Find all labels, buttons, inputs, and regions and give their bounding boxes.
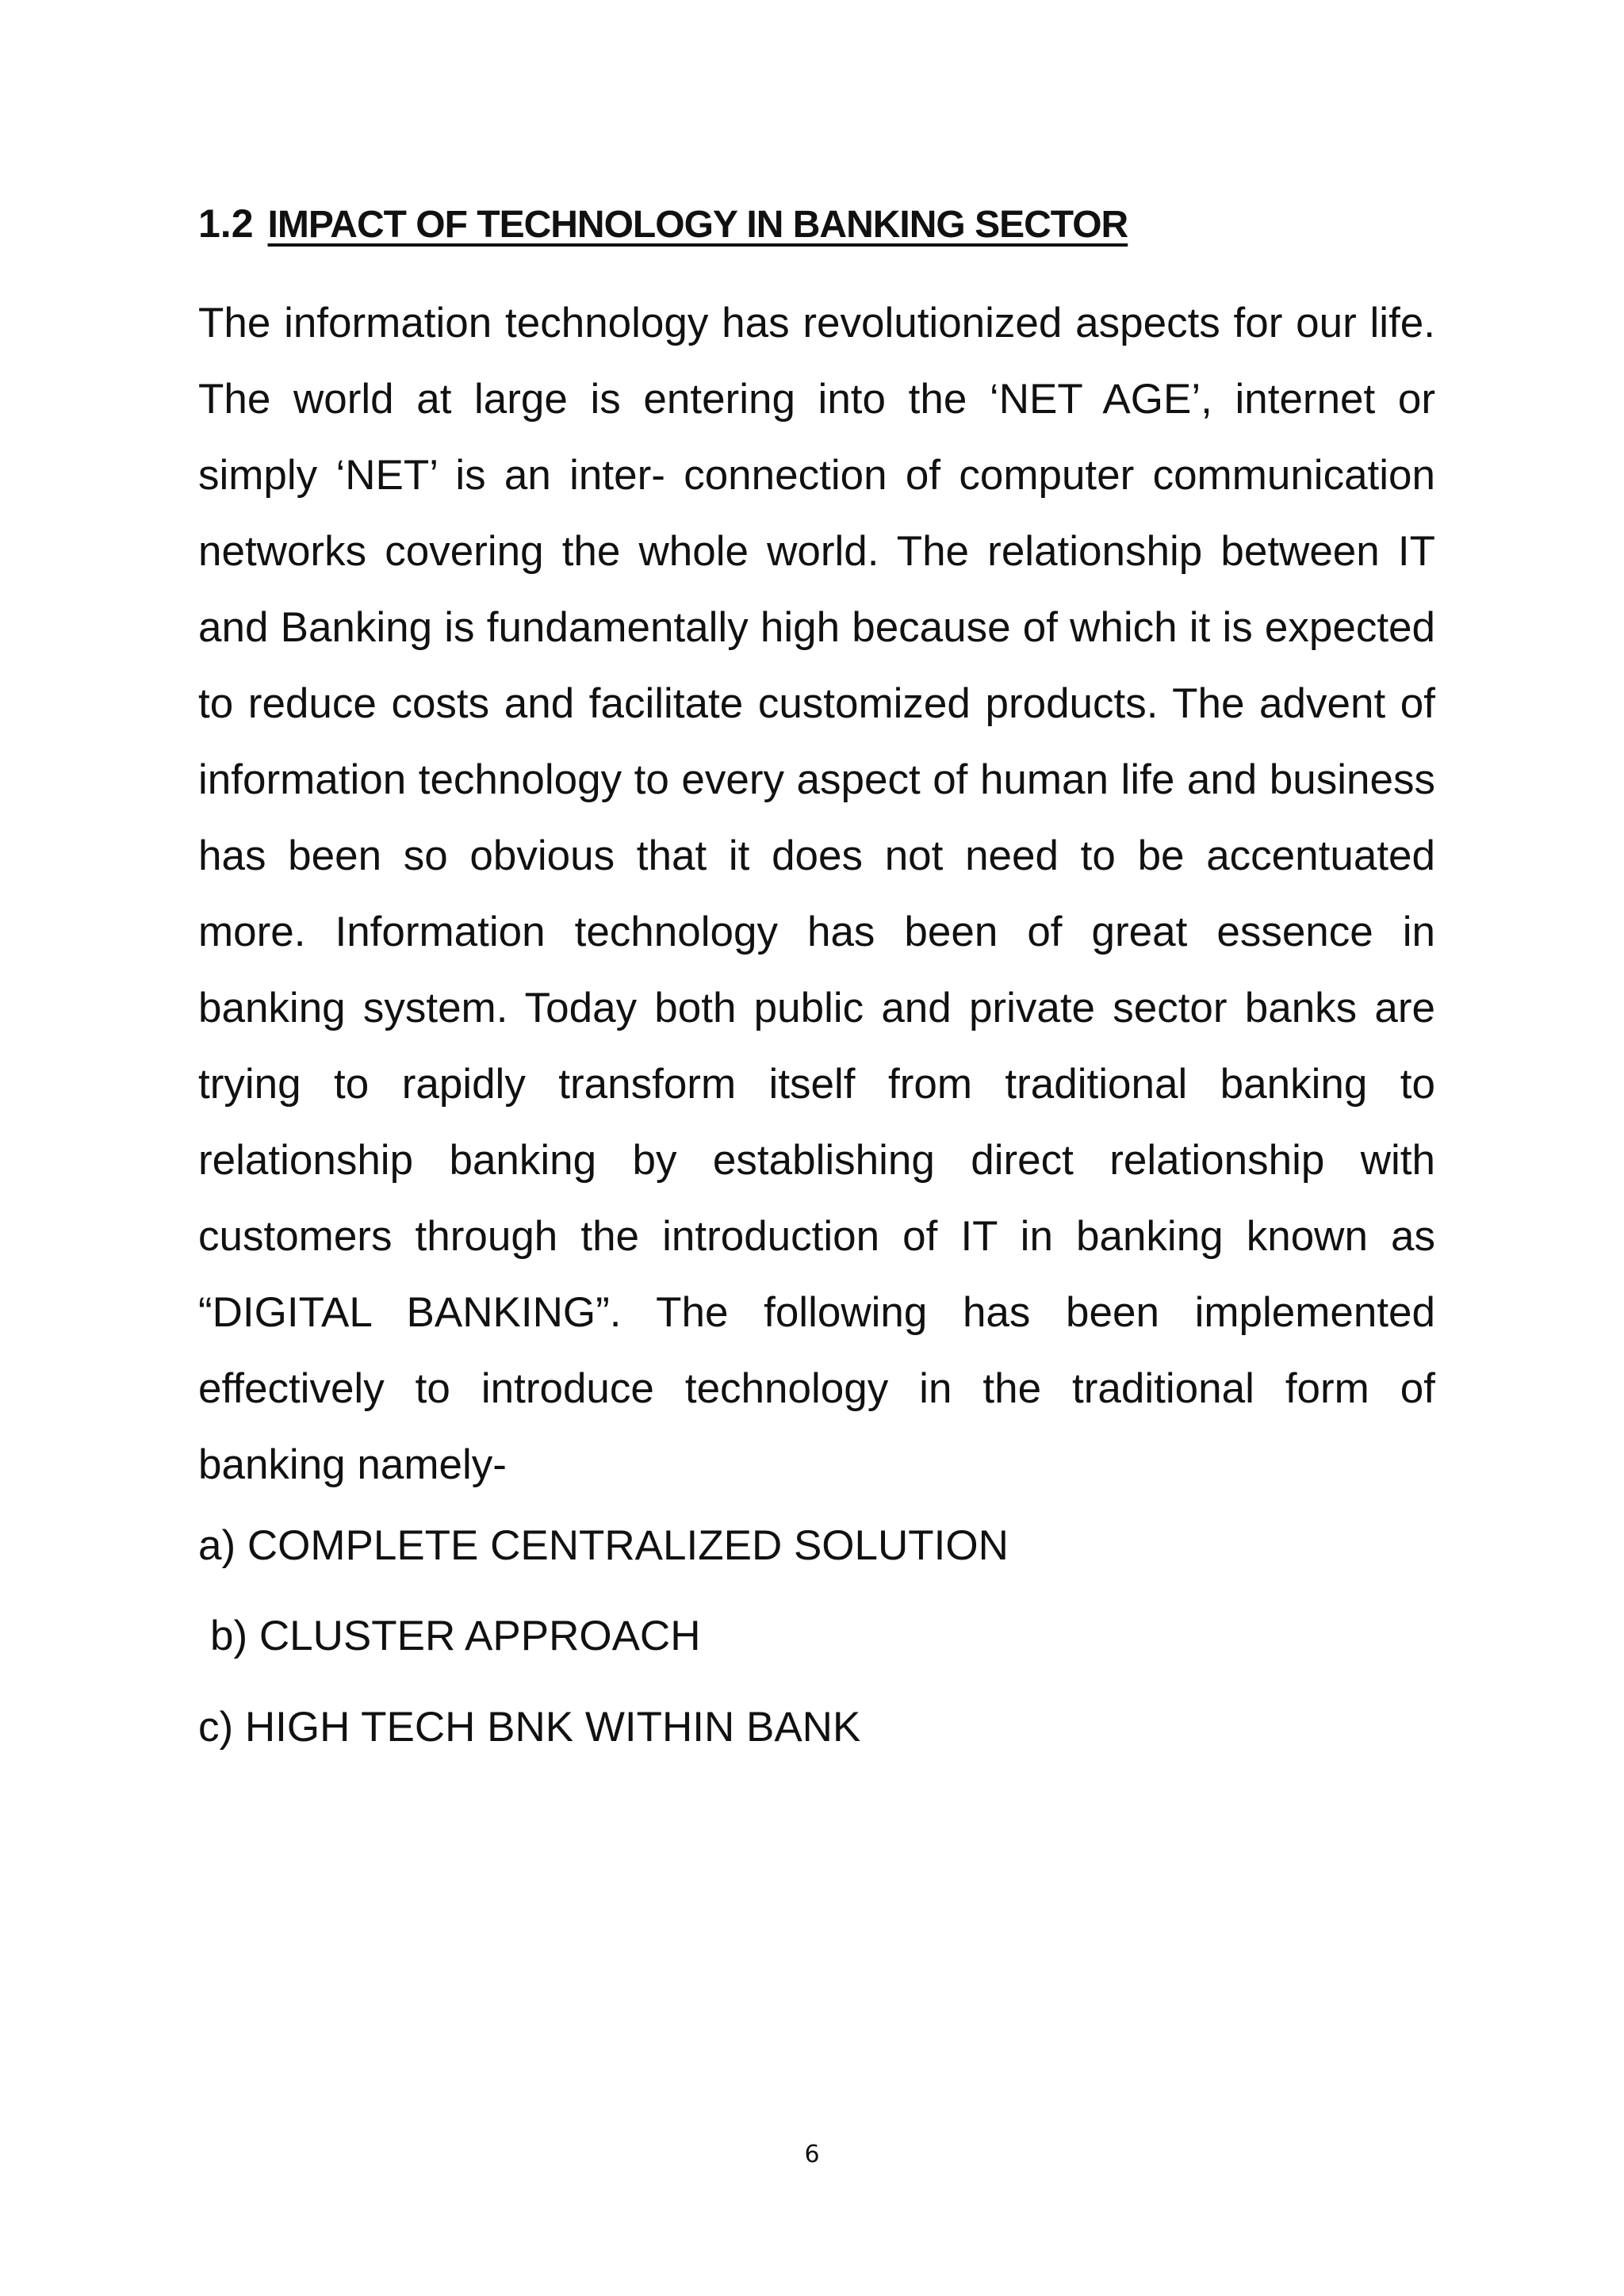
list-item-a: a) COMPLETE CENTRALIZED SOLUTION <box>198 1522 1009 1569</box>
list-item-c: c) HIGH TECH BNK WITHIN BANK <box>198 1704 861 1751</box>
section-number: 1.2 <box>198 201 254 246</box>
section-title: IMPACT OF TECHNOLOGY IN BANKING SECTOR <box>267 204 1128 246</box>
list-item-b: b) CLUSTER APPROACH <box>210 1613 701 1659</box>
page-number: 6 <box>804 2141 820 2168</box>
section-heading <box>198 198 1435 251</box>
body-paragraph: The information technology has revolutionized aspects for our life. The world at large is entering into the ‘NET AGE’, internet or simply ‘NET’ is an inter- connection of computer communication networks covering the whole world. The relationship between IT and Banking is fundamentally high because of which it is expected to reduce costs and facilitate customized products. The advent of information technology to every aspect of human life and business has been so obvious that it does not need to be accentuated more. Information technology has been of great essence in banking system. Today both public and private sector banks are trying to rapidly transform itself from traditional banking to relationship banking by establishing direct relationship with customers through the introduction of IT in banking known as “DIGITAL BANKING”. The following has been implemented effectively to introduce technology in the traditional form of banking namely- <box>198 300 1435 1488</box>
